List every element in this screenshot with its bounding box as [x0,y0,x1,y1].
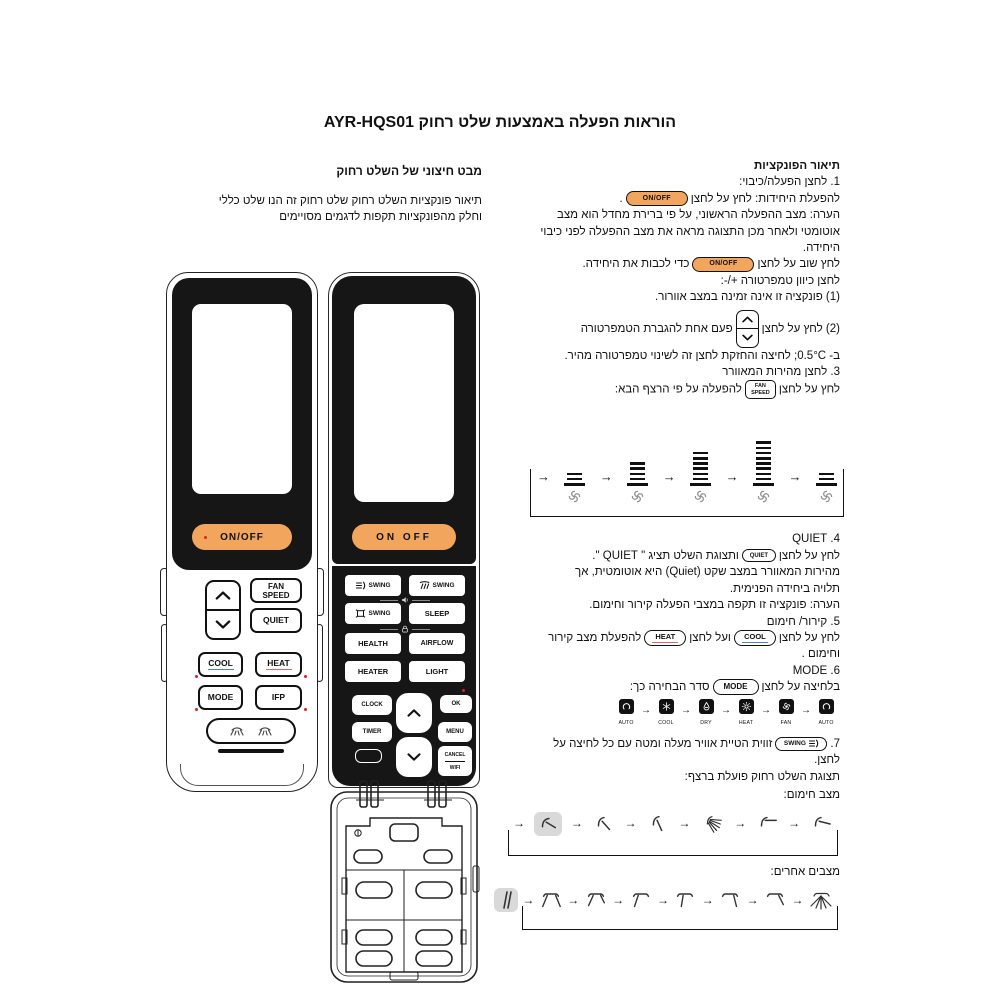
louver-spread-icon [699,813,725,835]
mode-label: FAN [780,719,792,726]
swing-horizontal-icon [229,725,245,737]
chevron-down-icon [407,753,421,761]
chevron-up-icon [742,316,753,323]
arrow-icon: → [788,469,802,485]
down-button [396,737,432,777]
light-button: LIGHT [409,661,465,682]
louver-angle-icon [809,813,833,835]
swing-buttons [206,718,296,744]
sun-icon [739,699,754,714]
step-5-line: וחימום . [801,648,840,661]
chevron-down-icon [215,620,231,629]
swing-button-inline: SWING [775,737,827,751]
step-2-title: לחצן כיוון טמפרטורה +/-: [720,274,840,287]
step-2-item: ב- 0.5°C; לחיצה והחזקת לחצן זה לשינוי טמפרטורה מהיר. [564,349,840,362]
fan-icon [629,488,646,505]
auto-loop-icon [819,699,834,714]
arrow-icon: → [522,892,535,907]
louver-vertical-icon [496,889,516,911]
step-1-line: להפעלת היחידות: לחץ על לחצן ON/OFF . [619,192,840,205]
arrow-icon: → [641,705,651,717]
onoff-button-inline: ON/OFF [626,191,688,206]
arrow-icon: → [612,892,625,907]
onoff-button: ON OFF [352,524,456,550]
louver-angle-icon [646,813,670,835]
step-5-line: לחץ על לחצן COOL ועל לחצן HEAT להפעלת מצב קירור [548,631,840,644]
fan-speed-sequence-diagram [528,405,846,521]
step-4-line: מהירות המאוורר במצב שקט (Quiet) היא אוטומטית, אך [575,566,840,579]
ok-button: OK [440,695,472,713]
fan-speed-step [627,460,648,506]
wifi-label: WIFI [449,764,461,771]
arrow-icon: → [701,892,714,907]
fan-icon [566,488,583,505]
cool-button [198,652,243,677]
indicator-dot [195,708,198,711]
page-title: הוראות הפעלה באמצעות שלט רחוק AYR-HQS01 [323,114,677,131]
heating-swing-sequence-diagram [506,806,840,858]
temp-up-down-button [205,580,241,640]
cool-button-inline: COOL [734,630,776,646]
cancel-wifi-button [438,746,472,776]
lock-icon [401,625,409,633]
swing-position-current [534,812,562,836]
temp-up-down-inline [736,310,759,348]
fan-speed-button-inline: FAN SPEED [745,380,776,399]
fan-speed-label: SPEED [262,590,290,600]
sleep-button: SLEEP [409,603,465,624]
arrow-icon: → [537,469,550,485]
cool-underline [742,642,768,644]
step-7-line: 7. SWING זווית הטיית אוויר מעלה ומטה עם כל לחיצה על לחצן. [553,738,840,767]
arrow-icon: → [788,816,801,831]
louver-tent-icon [584,890,608,910]
swing-updown-icon [355,581,366,590]
fan-speed-button [250,578,302,603]
ifp-button: IFP [255,685,302,710]
menu-button: MENU [438,722,472,742]
step-6-line: בלחיצה על לחצןMODEסדר הבחירה כך: [538,679,840,695]
paragraph-line: וחלק מהפונקציות תקפות לדגמים מסויימים [279,211,482,223]
cancel-label: CANCEL [444,751,466,758]
louver-angle-icon [592,813,616,835]
mode-step [614,699,638,731]
paragraph-line: תיאור פונקציות השלט רחוק שלט רחוק זה הנו שלט כללי [218,195,482,207]
arrow-icon: → [656,892,669,907]
remote-display [354,304,454,502]
louver-tent-icon [673,890,697,910]
remote-display [192,304,292,494]
step-2-item: (1) פונקציה זו אינה זמינה במצב אוורור. [655,291,840,304]
temp-down-button [207,609,239,638]
blank-button [355,749,382,763]
mode-sequence-diagram [538,699,838,731]
swing-position-current [494,888,518,912]
arrow-icon: → [746,892,759,907]
step-7-line: תצוגת השלט רחוק פועלת ברצף: [684,770,840,783]
heat-underline [652,642,678,644]
heating-mode-label: מצב חימום: [783,789,840,802]
indicator-dot [304,708,307,711]
mode-label: DRY [700,719,712,726]
swing-3d-button [345,603,401,624]
note-line: אוטומטי ולאחר מכן התצוגה מראה את מצב ההפעלה לפני כיבוי [540,225,840,238]
swing-vertical-icon [257,725,273,737]
step-3-line: לחץ על לחצן FAN SPEED להפעלה על פי הרצף הבא: [538,380,840,399]
other-modes-label: מצבים אחרים: [770,865,840,878]
onoff-label: ON/OFF [220,531,264,543]
arrow-icon: → [567,892,580,907]
chevron-up-icon [215,591,231,600]
arrow-icon: → [662,469,676,485]
indicator-dot [195,675,198,678]
swing-updown-button [345,575,401,596]
remote-open-back-illustration [328,780,480,988]
arrow-icon: → [801,705,811,717]
step-4-line: תלויה ביחידה הפנימית. [729,582,840,595]
arrow-icon: → [599,469,613,485]
mode-label: AUTO [818,719,834,726]
heat-label: HEAT [267,657,290,668]
external-view-heading: מבט חיצוני של השלט רחוק [336,164,482,178]
onoff-button [192,524,292,550]
mode-step [654,699,678,731]
auto-loop-icon [619,699,634,714]
chevron-down-icon [742,334,753,341]
heater-button: HEATER [345,661,401,682]
arrow-icon: → [725,469,739,485]
cool-label: COOL [208,657,233,668]
quiet-button: QUIET [250,608,302,633]
instructions-column [513,158,840,938]
arrow-icon: → [734,816,747,831]
remote-closed-illustration [166,272,318,792]
step-6-title: 6. MODE [792,664,840,677]
arrow-icon: → [624,816,637,831]
louver-tent-icon [718,890,742,910]
mode-step [774,699,798,731]
step-1-line: לחץ שוב על לחצן ON/OFF כדי לכבות את היחידה. [582,258,840,271]
arrow-icon: → [761,705,771,717]
swing-3d-icon [355,609,366,618]
speaker-slot [218,749,284,753]
fan-speed-label: FAN [268,581,284,591]
indicator-dot [462,689,465,692]
divider [445,761,465,762]
timer-button: TIMER [352,722,392,742]
mode-label: COOL [658,719,674,726]
fan-speed-step [753,439,774,506]
fan-icon [755,488,772,505]
mode-button: MODE [198,685,243,710]
remote-foot-line [180,764,304,786]
speaker-icon [401,596,409,604]
swing-label: SWING [432,582,455,589]
mode-label: HEAT [738,719,754,726]
heat-button [255,652,302,677]
swing-leftright-icon [419,581,430,590]
step-1-title: 1. לחצן הפעלה/כיבוי: [739,176,840,189]
mode-button-inline: MODE [713,679,759,695]
quiet-button-inline: QUIET [742,549,776,562]
heat-underline [266,669,292,671]
clock-button: CLOCK [352,695,392,715]
remote-head-panel [332,276,476,564]
step-5-title: 5. קירור/ חימום [766,615,840,628]
fan-speed-step [690,449,711,505]
fan-icon [692,488,709,505]
up-button [396,693,432,733]
arrow-icon: → [721,705,731,717]
swing-label: SWING [368,610,391,617]
functions-heading: תיאור הפונקציות [753,160,840,172]
note-line: היחידה. [802,242,840,255]
step-4-line: לחץ על לחצןQUIETותצוגת השלט תציג " QUIET ". [592,549,840,562]
fan-speed-step [816,470,837,506]
mode-step [814,699,838,731]
water-drop-icon [699,699,714,714]
arrow-icon: → [513,816,525,831]
indicator-dot [304,675,307,678]
arrow-icon: → [681,705,691,717]
fan-icon [818,488,835,505]
note-line: הערה: פונקציה זו תקפה במצבי הפעלה קירור וחימום. [589,599,840,612]
external-view-paragraph [160,193,482,225]
louver-spread-icon [808,890,834,910]
step-2-item: (2) לחץ על לחצן פעם אחת להגברת הטמפרטורה [538,310,840,348]
step-3-title: 3. לחצן מהירות המאוורר [722,366,840,379]
step-4-title: 4. QUIET [792,533,840,546]
swing-updown-icon [808,739,819,748]
fan-speed-step [564,470,585,506]
chevron-up-icon [407,709,421,717]
swing-leftright-button [409,575,465,596]
airflow-button: AIRFLOW [409,633,465,654]
remote-head-panel [172,278,312,570]
louver-tent-icon [763,890,787,910]
snowflake-icon [659,699,674,714]
other-modes-swing-sequence-diagram [492,882,840,932]
lock-indicator [380,625,430,633]
remote-open-illustration [328,272,480,988]
louver-angle-icon [755,813,779,835]
fan-icon [779,699,794,714]
arrow-icon: → [570,816,583,831]
note-line: הערה: מצב ההפעלה הראשוני, על פי ברירת מחדל הוא מצב [557,209,840,222]
heat-button-inline: HEAT [644,630,686,646]
onoff-button-inline: ON/OFF [692,257,754,272]
health-button: HEALTH [345,633,401,654]
louver-tent-icon [629,890,653,910]
indicator-dot [204,536,207,539]
arrow-icon: → [678,816,691,831]
mode-label: AUTO [618,719,634,726]
mode-step [734,699,758,731]
louver-tent-icon [539,890,563,910]
temp-up-button [207,582,239,609]
swing-label: SWING [368,582,391,589]
cool-underline [208,669,234,671]
arrow-icon: → [791,892,804,907]
louver-angle-icon [536,813,560,835]
mode-step [694,699,718,731]
